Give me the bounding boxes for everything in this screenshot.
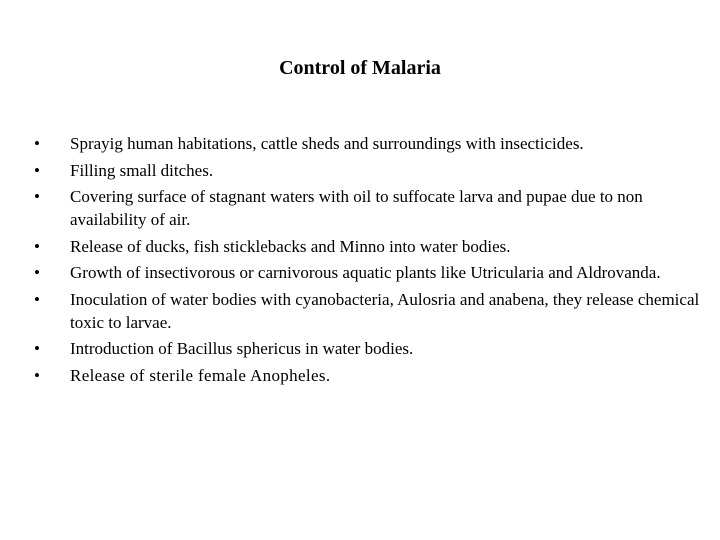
list-item xyxy=(30,185,700,231)
list-item xyxy=(30,337,700,360)
list-item-text: Release of sterile female Anopheles. xyxy=(70,365,331,385)
list-item xyxy=(30,364,700,387)
list-item xyxy=(30,159,700,182)
bullet-icon: • xyxy=(34,160,40,180)
list-item-text: Covering surface of stagnant waters with oil to suffocate larva and pupae due to non availability of air. xyxy=(70,187,643,229)
list-item xyxy=(30,235,700,258)
bullet-list xyxy=(30,132,700,390)
slide-title: Control of Malaria xyxy=(279,57,441,79)
list-item-text: Filling small ditches. xyxy=(70,160,214,180)
list-item xyxy=(30,132,700,155)
bullet-icon: • xyxy=(34,187,40,206)
list-item xyxy=(30,261,700,284)
list-item xyxy=(30,288,700,334)
bullet-icon: • xyxy=(34,134,40,153)
list-item-text: Release of ducks, fish sticklebacks and Minno into water bodies. xyxy=(70,236,511,256)
list-item-text: Sprayig human habitations, cattle sheds and surroundings with insecticides. xyxy=(70,134,584,153)
bullet-icon: • xyxy=(34,289,40,309)
list-item-text: Introduction of Bacillus sphericus in water bodies. xyxy=(70,339,414,358)
bullet-icon: • xyxy=(34,365,40,385)
list-item-text: Inoculation of water bodies with cyanobacteria, Aulosria and anabena, they release chemical toxic to larvae. xyxy=(70,289,700,332)
list-item-text: Growth of insectivorous or carnivorous aquatic plants like Utricularia and Aldrovanda. xyxy=(70,263,661,282)
bullet-icon: • xyxy=(34,263,40,282)
bullet-icon: • xyxy=(34,236,40,256)
bullet-icon: • xyxy=(34,339,40,358)
